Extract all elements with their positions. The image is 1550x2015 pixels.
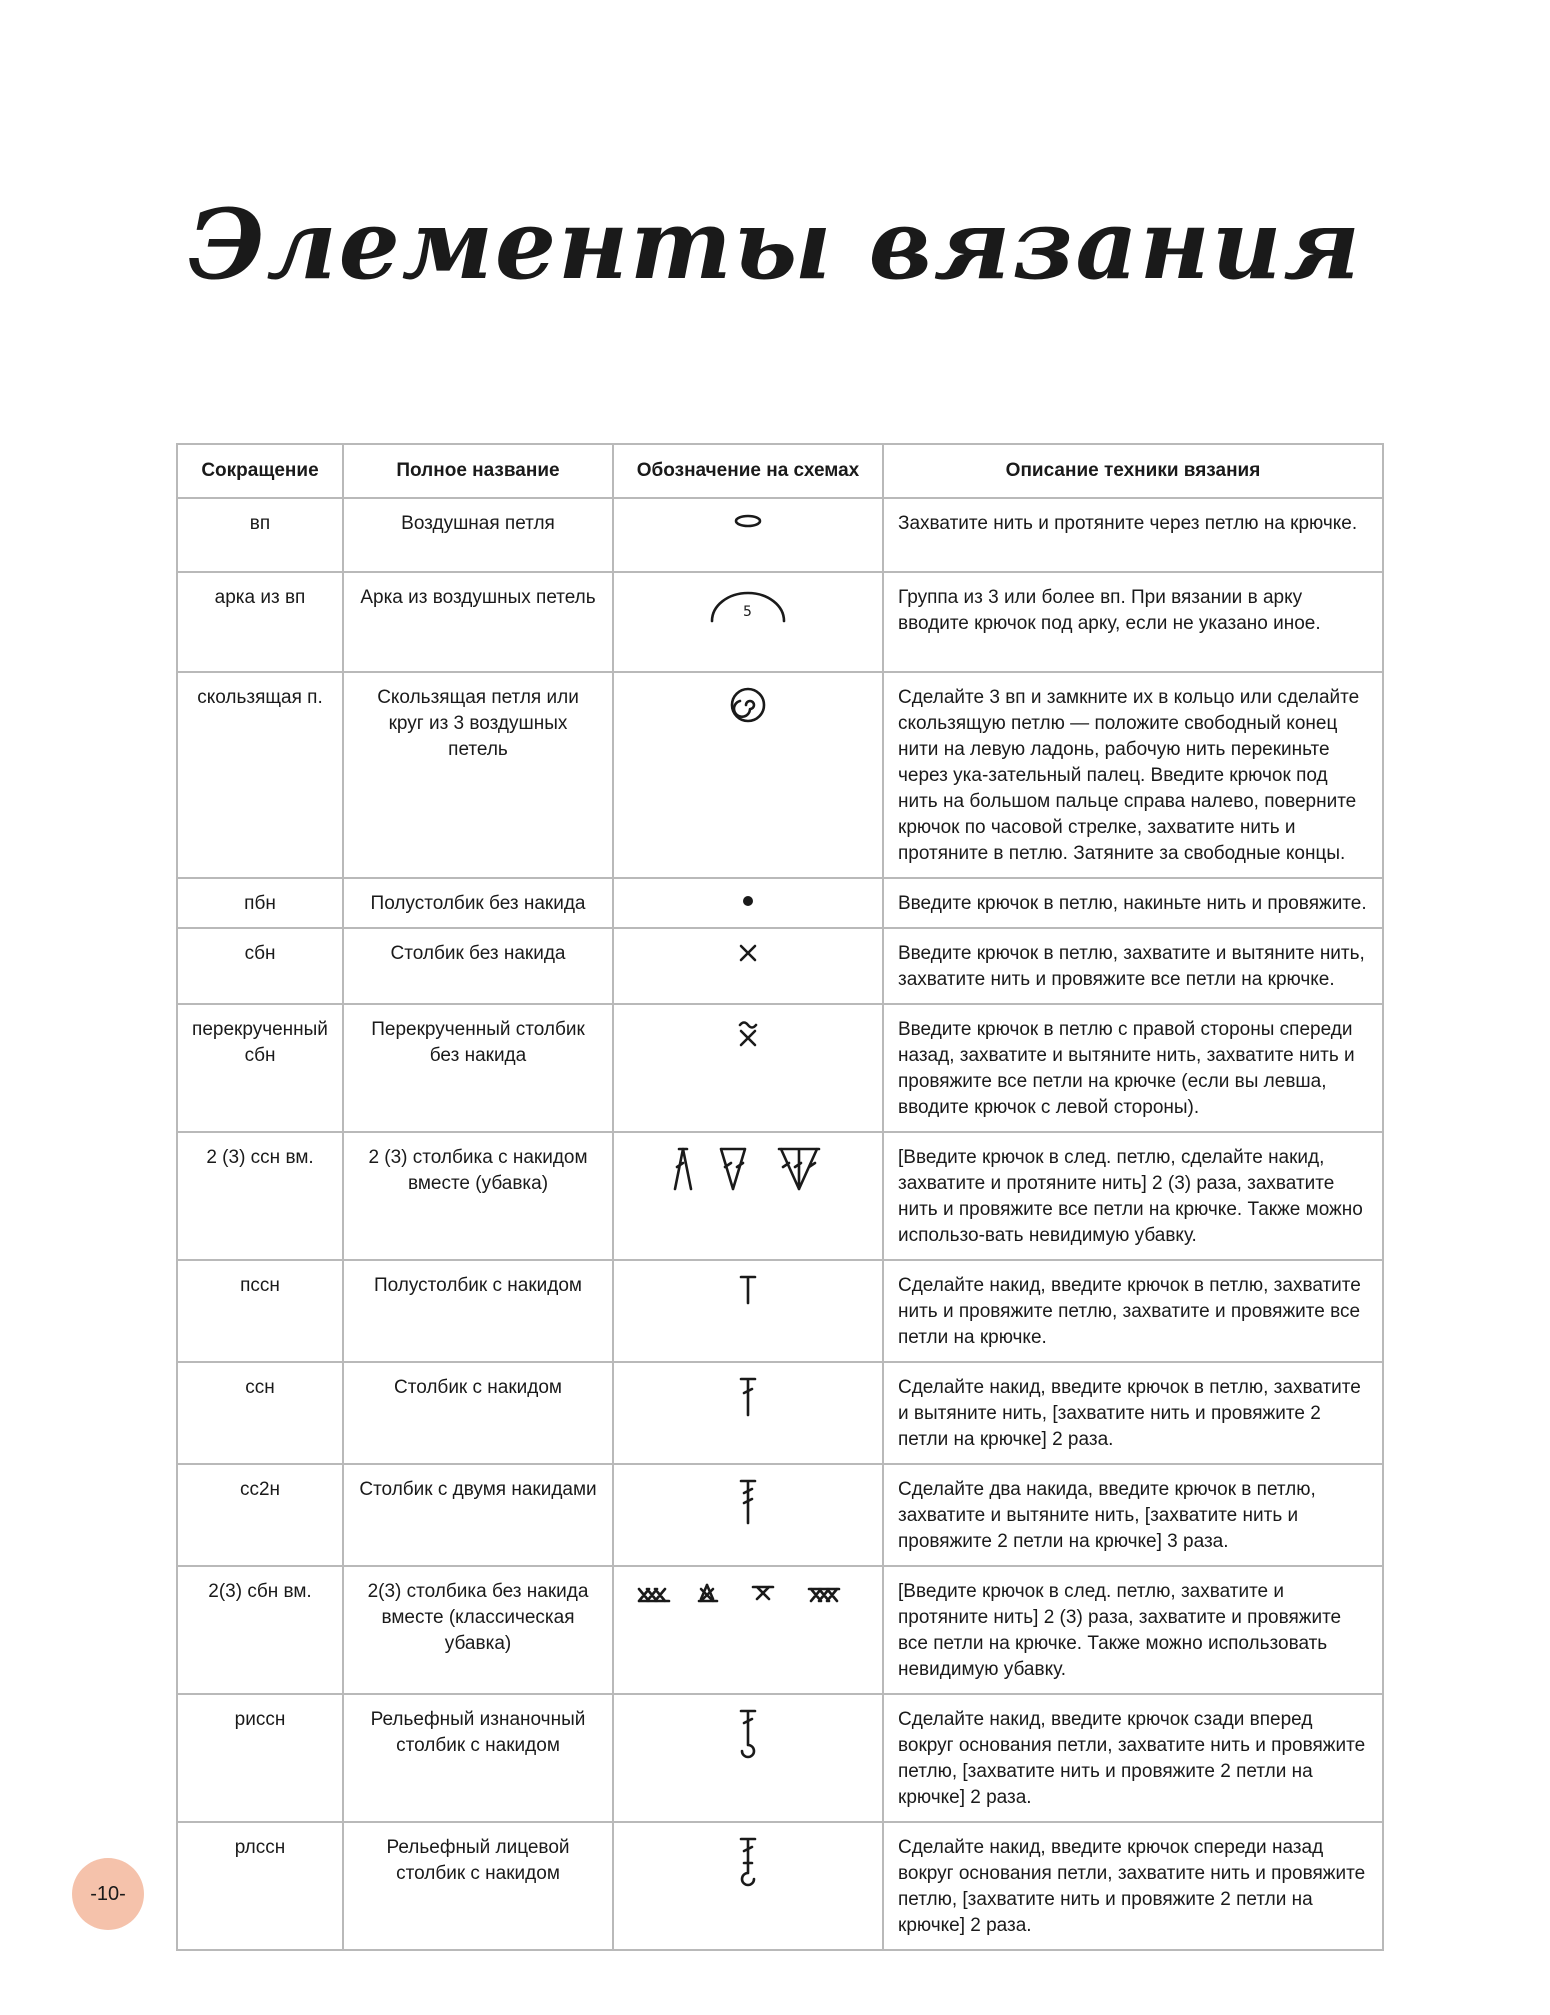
table-row [177, 672, 1383, 878]
abbreviation-cell: рлссн [177, 1822, 343, 1950]
single-crochet-x-icon [736, 941, 760, 965]
description-cell: Захватите нить и протяните через петлю на крючке. [883, 498, 1383, 572]
description-cell: [Введите крючок в след. петлю, сделайте накид, захватите и протяните нить] 2 (3) раза, захватите нить и провяжите все петли на крючке. Также можно использо-вать невидимую убавку. [883, 1132, 1383, 1260]
back-post-double-crochet-icon [736, 1707, 760, 1759]
full-name-cell: Столбик без накида [343, 928, 613, 1004]
half-double-crochet-icon [736, 1273, 760, 1307]
table-row [177, 1566, 1383, 1694]
description-cell: [Введите крючок в след. петлю, захватите и протяните нить] 2 (3) раза, захватите и провяжите все петли на крючке. Также можно использовать невидимую убавку. [883, 1566, 1383, 1694]
abbreviation-cell: сбн [177, 928, 343, 1004]
table-row [177, 1362, 1383, 1464]
treble-crochet-icon [736, 1477, 760, 1527]
header-abbreviation: Сокращение [177, 444, 343, 498]
double-crochet-icon [736, 1375, 760, 1419]
full-name-cell: Арка из воздушных петель [343, 572, 613, 672]
header-full-name: Полное название [343, 444, 613, 498]
header-description: Описание техники вязания [883, 444, 1383, 498]
full-name-cell: Столбик с накидом [343, 1362, 613, 1464]
table-row [177, 1132, 1383, 1260]
full-name-cell: Воздушная петля [343, 498, 613, 572]
table-row [177, 498, 1383, 572]
table-row [177, 1464, 1383, 1566]
description-cell: Сделайте накид, введите крючок в петлю, захватите и вытяните нить, [захватите нить и провяжите 2 петли на крючке] 2 раза. [883, 1362, 1383, 1464]
table-row [177, 1004, 1383, 1132]
single-crochet-decrease-icon [633, 1579, 863, 1609]
description-cell: Сделайте накид, введите крючок в петлю, захватите нить и провяжите петлю, захватите и провяжите все петли на крючке. [883, 1260, 1383, 1362]
full-name-cell: Столбик с двумя накидами [343, 1464, 613, 1566]
abbreviation-cell: 2(3) сбн вм. [177, 1566, 343, 1694]
abbreviation-cell: пссн [177, 1260, 343, 1362]
table-row [177, 1822, 1383, 1950]
magic-ring-icon [728, 685, 768, 725]
abbreviation-cell: ссн [177, 1362, 343, 1464]
page-title: Элементы вязания [188, 188, 1362, 301]
abbreviation-cell: пбн [177, 878, 343, 928]
full-name-cell: Полустолбик с накидом [343, 1260, 613, 1362]
slip-stitch-dot-icon [738, 891, 758, 911]
stitch-table [176, 443, 1384, 1951]
description-cell: Введите крючок в петлю с правой стороны спереди назад, захватите и вытяните нить, захватите нить и провяжите все петли на крючке (если вы левша, вводите крючок с левой стороны). [883, 1004, 1383, 1132]
abbreviation-cell: перекрученный сбн [177, 1004, 343, 1132]
table-header-row [177, 444, 1383, 498]
full-name-cell: 2 (3) столбика с накидом вместе (убавка) [343, 1132, 613, 1260]
front-post-double-crochet-icon [736, 1835, 760, 1887]
abbreviation-cell: сс2н [177, 1464, 343, 1566]
full-name-cell: Полустолбик без накида [343, 878, 613, 928]
full-name-cell: Перекрученный столбик без накида [343, 1004, 613, 1132]
abbreviation-cell: арка из вп [177, 572, 343, 672]
full-name-cell: Рельефный лицевой столбик с накидом [343, 1822, 613, 1950]
abbreviation-cell: вп [177, 498, 343, 572]
description-cell: Сделайте два накида, введите крючок в петлю, захватите и вытяните нить, [захватите нить и провяжите 2 петли на крючке] 3 раза. [883, 1464, 1383, 1566]
full-name-cell: 2(3) столбика без накида вместе (классическая убавка) [343, 1566, 613, 1694]
twisted-single-crochet-icon [735, 1017, 761, 1049]
arch-count-label: 5 [743, 604, 752, 620]
abbreviation-cell: скользящая п. [177, 672, 343, 878]
chain-arch-icon [708, 585, 788, 625]
full-name-cell: Скользящая петля или круг из 3 воздушных петель [343, 672, 613, 878]
chain-stitch-icon [728, 511, 768, 531]
abbreviation-cell: риссн [177, 1694, 343, 1822]
description-cell: Сделайте накид, введите крючок спереди назад вокруг основания петли, захватите нить и провяжите петлю, [захватите нить и провяжите 2 петли на крючке] 2 раза. [883, 1822, 1383, 1950]
header-symbol: Обозначение на схемах [613, 444, 883, 498]
full-name-cell: Рельефный изнаночный столбик с накидом [343, 1694, 613, 1822]
description-cell: Введите крючок в петлю, захватите и вытяните нить, захватите нить и провяжите все петли на крючке. [883, 928, 1383, 1004]
description-cell: Сделайте 3 вп и замкните их в кольцо или сделайте скользящую петлю — положите свободный конец нити на левую ладонь, рабочую нить перекиньте через ука-зательный палец. Введите крючок под нить на большом пальце справа налево, поверните крючок по часовой стрелке, захватите нить и протяните в петлю. Затяните за свободные концы. [883, 672, 1383, 878]
table-row [177, 928, 1383, 1004]
description-cell: Введите крючок в петлю, накиньте нить и провяжите. [883, 878, 1383, 928]
page-number-badge: -10- [72, 1858, 144, 1930]
table-row [177, 878, 1383, 928]
description-cell: Сделайте накид, введите крючок сзади вперед вокруг основания петли, захватите нить и провяжите петлю, [захватите нить и провяжите 2 петли на крючке] 2 раза. [883, 1694, 1383, 1822]
double-crochet-decrease-icon [663, 1145, 833, 1193]
description-cell: Группа из 3 или более вп. При вязании в арку вводите крючок под арку, если не указано иное. [883, 572, 1383, 672]
table-row [177, 1260, 1383, 1362]
abbreviation-cell: 2 (3) ссн вм. [177, 1132, 343, 1260]
table-row [177, 1694, 1383, 1822]
table-row [177, 572, 1383, 672]
